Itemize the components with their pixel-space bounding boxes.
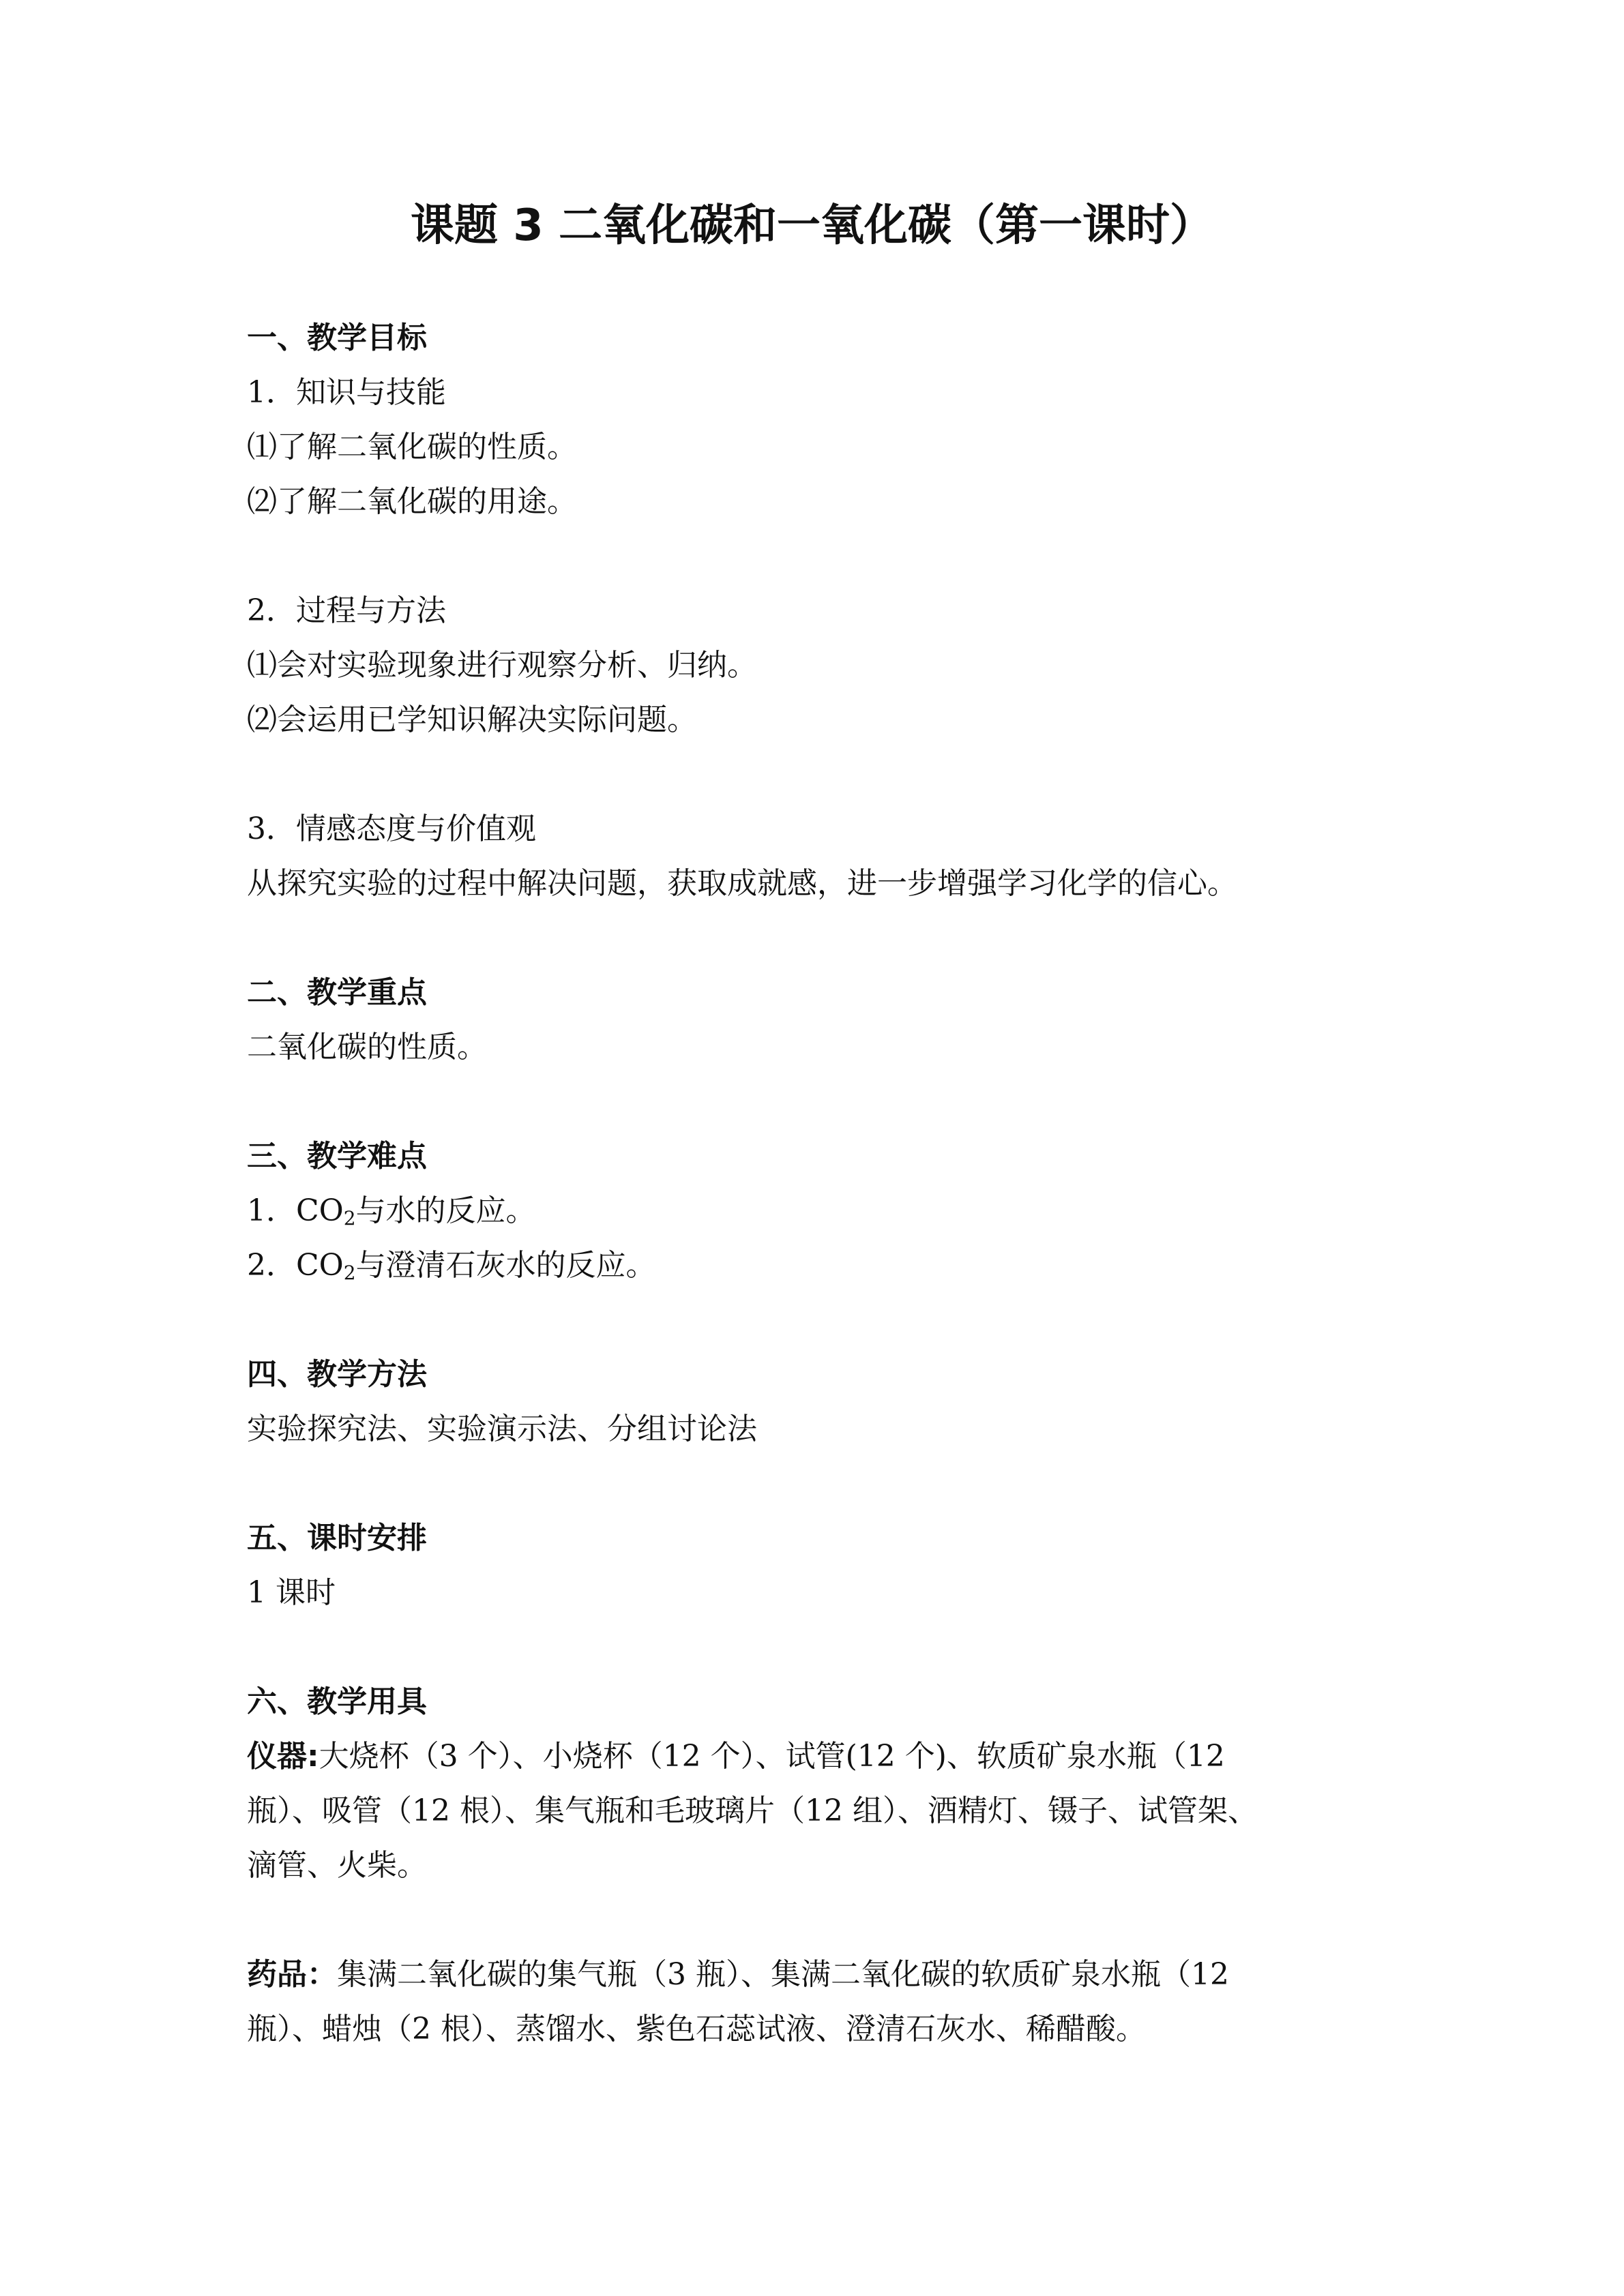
section-heading-difficulties: 三、教学难点 xyxy=(247,1139,427,1174)
section-heading-methods: 四、教学方法 xyxy=(247,1357,427,1392)
list-item xyxy=(247,1184,1406,1238)
subheading-process: 2．过程与方法 xyxy=(247,593,446,628)
paragraph: 实验探究法、实验演示法、分组讨论法 xyxy=(247,1412,757,1446)
subscript: 2 xyxy=(343,1207,356,1229)
drugs-line: 瓶）、蜡烛（2 根）、蒸馏水、紫色石蕊试液、澄清石灰水、稀醋酸。 xyxy=(247,2012,1146,2046)
section-heading-key-points: 二、教学重点 xyxy=(247,975,427,1010)
drugs-line xyxy=(247,1948,1406,2002)
section-heading-objectives: 一、教学目标 xyxy=(247,320,427,355)
list-item: ⑵了解二氧化碳的用途。 xyxy=(247,484,577,519)
item-text: 与水的反应。 xyxy=(355,1193,536,1228)
paragraph: 从探究实验的过程中解决问题，获取成就感，进一步增强学习化学的信心。 xyxy=(247,866,1237,901)
list-item: ⑴了解二氧化碳的性质。 xyxy=(247,430,577,464)
co2-prefix: 2．CO xyxy=(247,1248,344,1283)
document-body xyxy=(247,311,1406,2057)
paragraph: 1 课时 xyxy=(247,1575,336,1610)
drugs-label: 药品： xyxy=(247,1957,337,1992)
subscript: 2 xyxy=(343,1262,356,1284)
paragraph: 二氧化碳的性质。 xyxy=(247,1030,487,1064)
subheading-attitude: 3．情感态度与价值观 xyxy=(247,811,536,846)
section-heading-schedule: 五、课时安排 xyxy=(247,1521,427,1555)
list-item xyxy=(247,1238,1406,1293)
item-text: 与澄清石灰水的反应。 xyxy=(355,1248,656,1283)
section-heading-materials: 六、教学用具 xyxy=(247,1684,427,1719)
instruments-text: 大烧杯（3 个）、小烧杯（12 个）、试管(12 个)、软质矿泉水瓶（12 xyxy=(319,1739,1225,1774)
instruments-line: 瓶）、吸管（12 根）、集气瓶和毛玻璃片（12 组）、酒精灯、镊子、试管架、 xyxy=(247,1793,1258,1828)
subheading-knowledge: 1．知识与技能 xyxy=(247,375,446,410)
instruments-label: 仪器: xyxy=(247,1739,319,1774)
co2-prefix: 1．CO xyxy=(247,1193,344,1228)
list-item: ⑴会对实验现象进行观察分析、归纳。 xyxy=(247,648,757,683)
page-title: 课题 3 二氧化碳和一氧化碳（第一课时） xyxy=(410,200,1214,251)
instruments-line xyxy=(247,1729,1406,1784)
drugs-text: 集满二氧化碳的集气瓶（3 瓶）、集满二氧化碳的软质矿泉水瓶（12 xyxy=(337,1957,1229,1992)
list-item: ⑵会运用已学知识解决实际问题。 xyxy=(247,702,697,737)
instruments-line: 滴管、火柴。 xyxy=(247,1848,427,1883)
